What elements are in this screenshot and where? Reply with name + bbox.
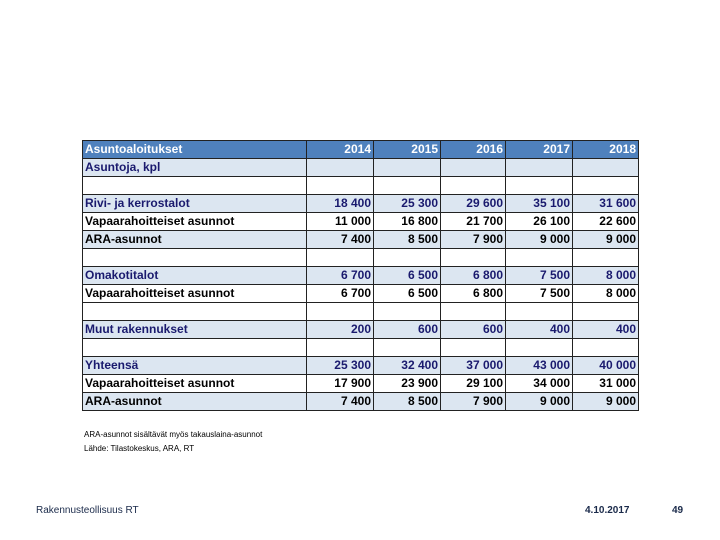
row-value: 6 800 (441, 285, 506, 303)
row-value (307, 249, 374, 267)
housing-starts-table (82, 140, 639, 411)
row-value (307, 177, 374, 195)
row-value: 31 600 (573, 195, 639, 213)
table-title: Asuntoaloitukset (83, 141, 307, 159)
row-value: 25 300 (374, 195, 441, 213)
row-label: Vapaarahoitteiset asunnot (83, 285, 307, 303)
row-value: 200 (307, 321, 374, 339)
row-value (374, 303, 441, 321)
row-value: 35 100 (506, 195, 573, 213)
row-value (441, 159, 506, 177)
table-row (83, 267, 639, 285)
row-value: 25 300 (307, 357, 374, 375)
table-row (83, 303, 639, 321)
row-value: 29 600 (441, 195, 506, 213)
row-value: 7 900 (441, 231, 506, 249)
row-value: 7 500 (506, 267, 573, 285)
row-value: 400 (573, 321, 639, 339)
row-value: 31 000 (573, 375, 639, 393)
row-value (573, 249, 639, 267)
table-row (83, 285, 639, 303)
table-row (83, 213, 639, 231)
row-value: 600 (441, 321, 506, 339)
row-value: 6 700 (307, 267, 374, 285)
row-label: Vapaarahoitteiset asunnot (83, 375, 307, 393)
row-label (83, 177, 307, 195)
table-row (83, 339, 639, 357)
row-value: 7 400 (307, 393, 374, 411)
row-value (506, 249, 573, 267)
row-value: 6 500 (374, 285, 441, 303)
row-value: 6 500 (374, 267, 441, 285)
row-value (441, 249, 506, 267)
row-value: 8 500 (374, 231, 441, 249)
row-value: 37 000 (441, 357, 506, 375)
row-label: ARA-asunnot (83, 393, 307, 411)
row-label (83, 339, 307, 357)
row-value: 32 400 (374, 357, 441, 375)
table-row (83, 249, 639, 267)
ara-note: ARA-asunnot sisältävät myös takauslaina-asunnot (84, 430, 263, 439)
row-value: 23 900 (374, 375, 441, 393)
footer-organization: Rakennusteollisuus RT (36, 505, 139, 516)
table-row (83, 195, 639, 213)
footer-page-number: 49 (672, 505, 684, 516)
row-label: Muut rakennukset (83, 321, 307, 339)
footer-date: 4.10.2017 (585, 505, 630, 516)
row-value: 21 700 (441, 213, 506, 231)
table-row (83, 159, 639, 177)
row-value: 9 000 (573, 393, 639, 411)
row-value: 26 100 (506, 213, 573, 231)
source-note: Lähde: Tilastokeskus, ARA, RT (84, 444, 195, 453)
row-value: 7 500 (506, 285, 573, 303)
table-header-row (83, 141, 639, 159)
row-value (573, 159, 639, 177)
row-value (307, 303, 374, 321)
row-label: ARA-asunnot (83, 231, 307, 249)
row-value (573, 303, 639, 321)
row-label: Rivi- ja kerrostalot (83, 195, 307, 213)
row-value (374, 159, 441, 177)
row-value: 34 000 (506, 375, 573, 393)
row-value (506, 339, 573, 357)
row-value: 43 000 (506, 357, 573, 375)
row-label: Yhteensä (83, 357, 307, 375)
year-header: 2014 (307, 141, 374, 159)
row-value (374, 177, 441, 195)
row-value (573, 339, 639, 357)
table-row (83, 375, 639, 393)
row-value: 400 (506, 321, 573, 339)
row-value: 7 400 (307, 231, 374, 249)
row-value: 600 (374, 321, 441, 339)
row-value: 9 000 (506, 393, 573, 411)
row-value: 8 000 (573, 285, 639, 303)
row-value (506, 159, 573, 177)
row-value (307, 159, 374, 177)
table-row (83, 357, 639, 375)
row-label: Vapaarahoitteiset asunnot (83, 213, 307, 231)
year-header: 2017 (506, 141, 573, 159)
row-value (506, 303, 573, 321)
row-value: 6 800 (441, 267, 506, 285)
row-value: 11 000 (307, 213, 374, 231)
row-label: Omakotitalot (83, 267, 307, 285)
row-value (441, 303, 506, 321)
row-value: 40 000 (573, 357, 639, 375)
row-value: 29 100 (441, 375, 506, 393)
row-label: Asuntoja, kpl (83, 159, 307, 177)
year-header: 2015 (374, 141, 441, 159)
row-value: 8 000 (573, 267, 639, 285)
row-value (506, 177, 573, 195)
row-value (573, 177, 639, 195)
row-value: 16 800 (374, 213, 441, 231)
year-header: 2018 (573, 141, 639, 159)
row-value (374, 339, 441, 357)
row-value: 6 700 (307, 285, 374, 303)
row-value: 9 000 (573, 231, 639, 249)
row-value: 22 600 (573, 213, 639, 231)
row-value (441, 339, 506, 357)
row-value (441, 177, 506, 195)
row-label (83, 303, 307, 321)
row-value: 9 000 (506, 231, 573, 249)
row-value (307, 339, 374, 357)
table-row (83, 393, 639, 411)
row-value (374, 249, 441, 267)
row-value: 7 900 (441, 393, 506, 411)
row-value: 8 500 (374, 393, 441, 411)
table-row (83, 321, 639, 339)
year-header: 2016 (441, 141, 506, 159)
row-value: 17 900 (307, 375, 374, 393)
row-label (83, 249, 307, 267)
table-row (83, 231, 639, 249)
row-value: 18 400 (307, 195, 374, 213)
table-row (83, 177, 639, 195)
